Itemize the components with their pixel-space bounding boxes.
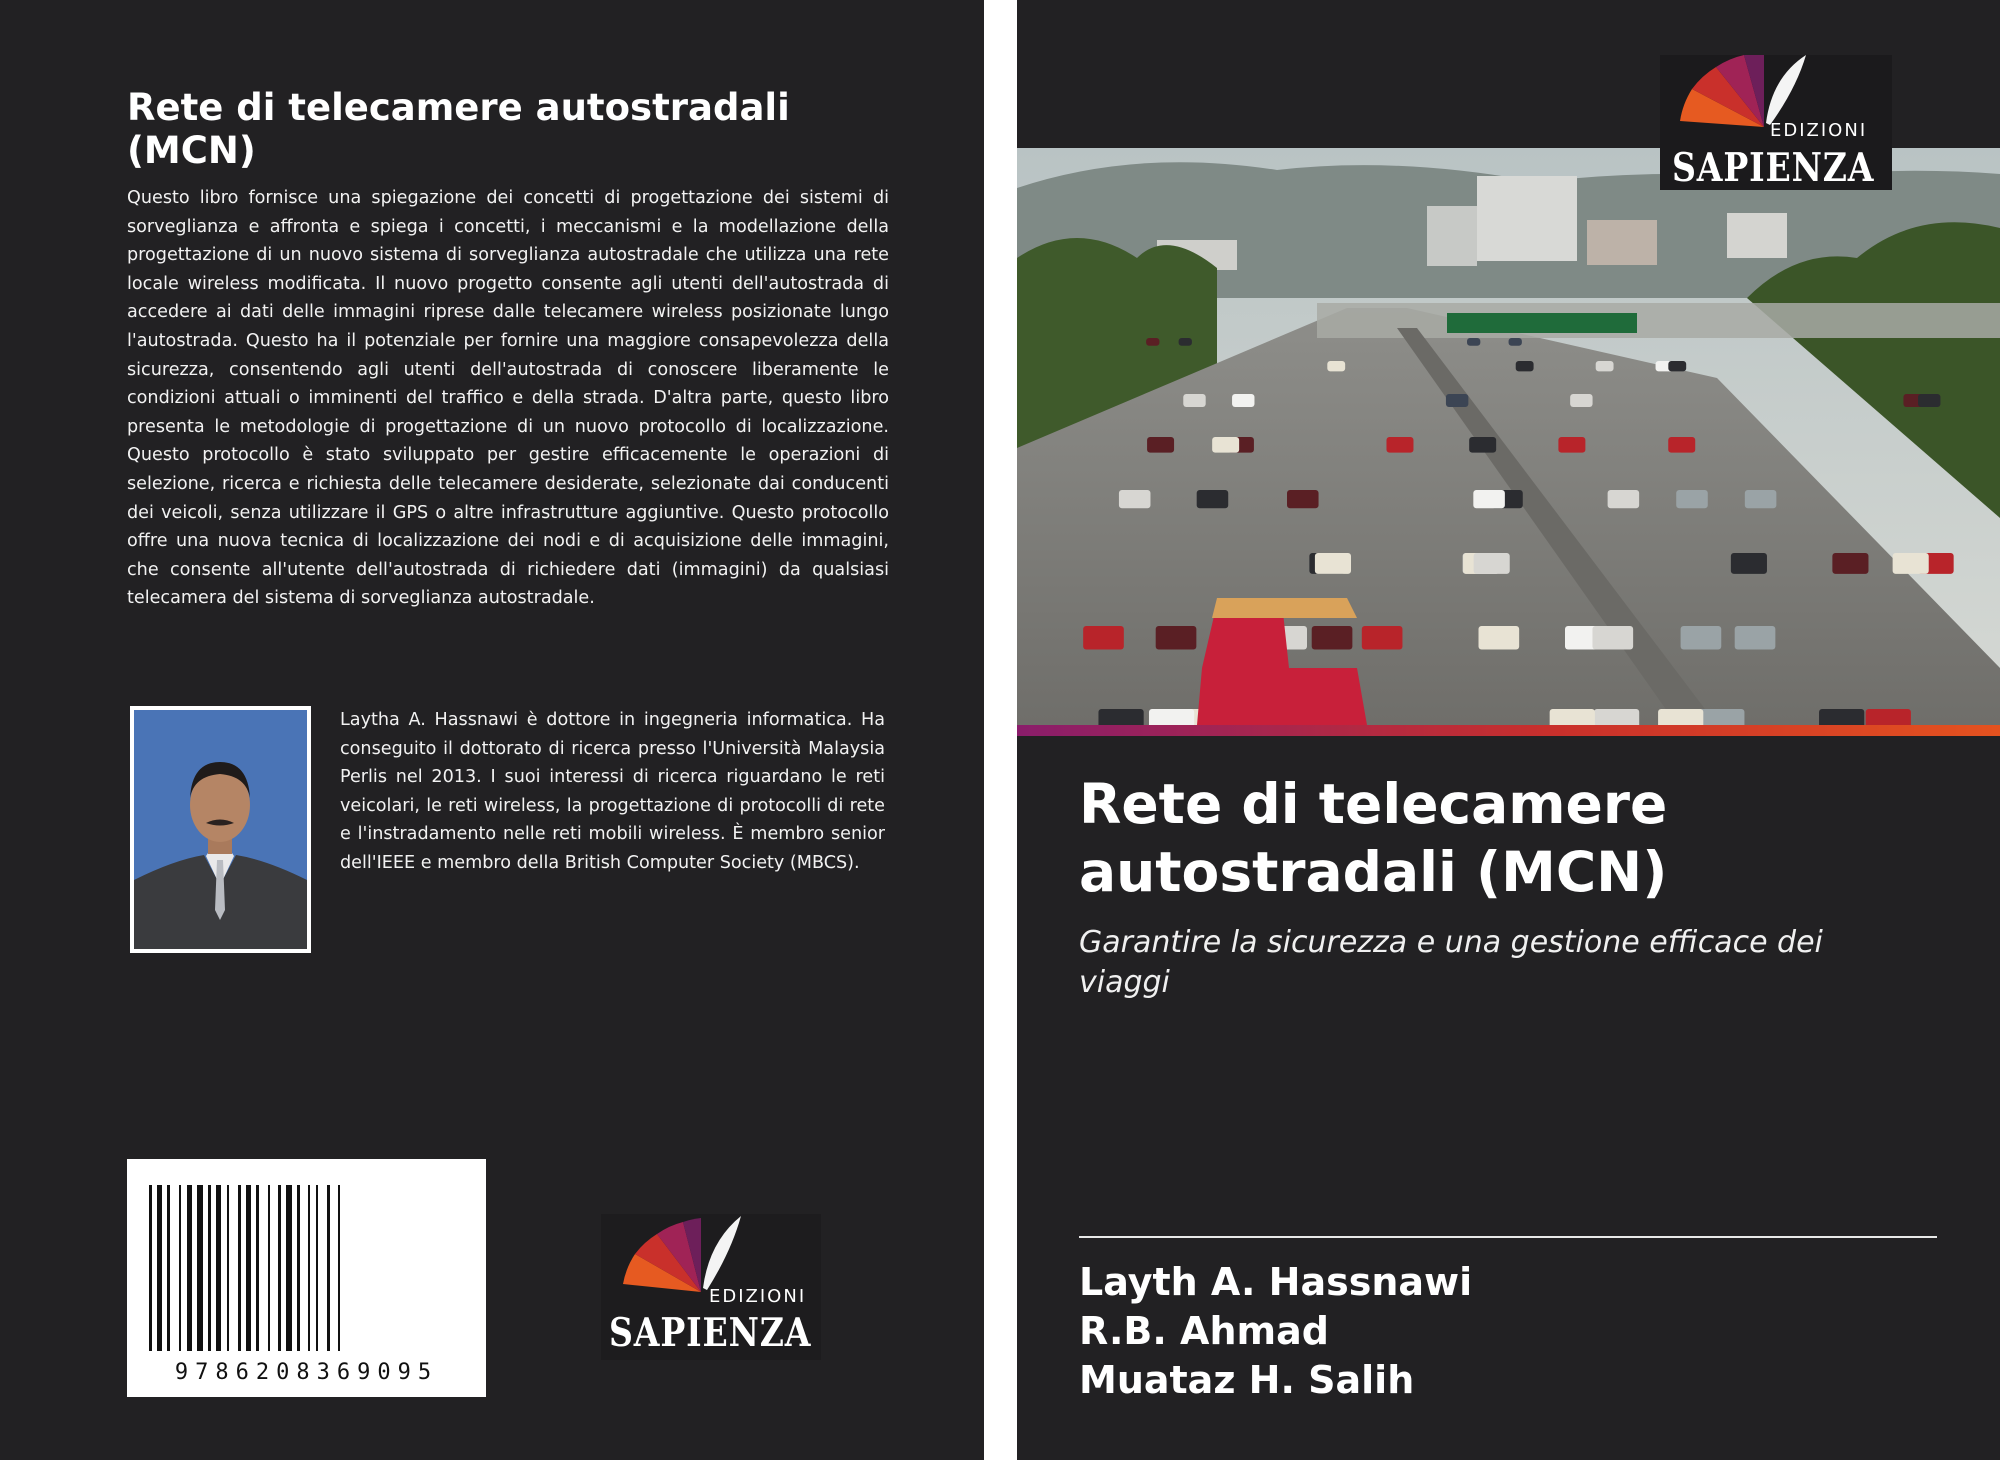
- front-cover: [1017, 0, 2000, 1460]
- front-cover-title: Rete di telecamere autostradali (MCN): [1079, 772, 1668, 904]
- back-cover-title: Rete di telecamere autostradali (MCN): [127, 86, 790, 172]
- publisher-line1: EDIZIONI: [709, 1286, 807, 1307]
- publisher-logo-front: [1660, 55, 1892, 190]
- quill-pen-fan-icon: [601, 1214, 821, 1294]
- author-bio: Laytha A. Hassnawi è dottore in ingegneria informatica. Ha conseguito il dottorato di ricerca presso l'Università Malaysia Perlis nel 2013. I suoi interessi di ricerca riguardano le reti veicolari, le reti wireless, la progettazione di protocolli di rete e l'instradamento nelle reti mobili wireless. È membro senior dell'IEEE e membro della British Computer Society (MBCS).: [340, 710, 885, 873]
- publisher-line2: SAPIENZA: [609, 1310, 812, 1356]
- publisher-line2: SAPIENZA: [1672, 145, 1875, 191]
- isbn-barcode: [127, 1159, 486, 1397]
- book-description: Questo libro fornisce una spiegazione dei concetti di progettazione dei sistemi di sorveglianza e affronta e spiega i concetti, i meccanismi e la modellazione della progettazione di un nuovo sistema di sorveglianza autostradale che utilizza una rete locale wireless modificata. Il nuovo progetto consente agli utenti dell'autostrada di accedere ai dati delle immagini riprese dalle telecamere wireless posizionate lungo l'autostrada. Questo ha il potenziale per fornire una maggiore consapevolezza della sicurezza, consentendo agli utenti dell'autostrada di conoscere liberamente le condizioni attuali o imminenti del traffico e della strada. D'altra parte, questo libro presenta le metodologie di progettazione di un nuovo protocollo di localizzazione. Questo protocollo è stato sviluppato per gestire efficacemente le operazioni di selezione, ricerca e richiesta delle telecamere desiderate, selezionate dai conducenti dei veicoli, senza utilizzare il GPS o altre infrastrutture aggiuntive. Questo protocollo offre una nuova tecnica di localizzazione dei nodi e di acquisizione delle immagini, che consente all'utente dell'autostrada di richiedere dati (immagini) da qualsiasi telecamera del sistema di sorveglianza autostradale.: [127, 188, 889, 609]
- author-name: Muataz H. Salih: [1079, 1358, 1415, 1402]
- highway-traffic-image: [1017, 148, 2000, 725]
- barcode-icon: [127, 1159, 486, 1359]
- publisher-line1: EDIZIONI: [1770, 120, 1868, 141]
- front-cover-subtitle: Garantire la sicurezza e una gestione efficace dei viaggi: [1079, 925, 1823, 1000]
- highway-photo: [1017, 148, 2000, 725]
- publisher-logo: [601, 1214, 821, 1360]
- back-cover: [0, 0, 984, 1460]
- isbn-digits: 9786208369095: [174, 1360, 439, 1385]
- accent-bar: [1017, 725, 2000, 736]
- author-name: Layth A. Hassnawi: [1079, 1260, 1473, 1304]
- divider: [1079, 1236, 1937, 1238]
- author-portrait-icon: [134, 710, 307, 949]
- author-photo: [130, 706, 311, 953]
- author-name: R.B. Ahmad: [1079, 1309, 1329, 1353]
- author-list: [1079, 1258, 1472, 1405]
